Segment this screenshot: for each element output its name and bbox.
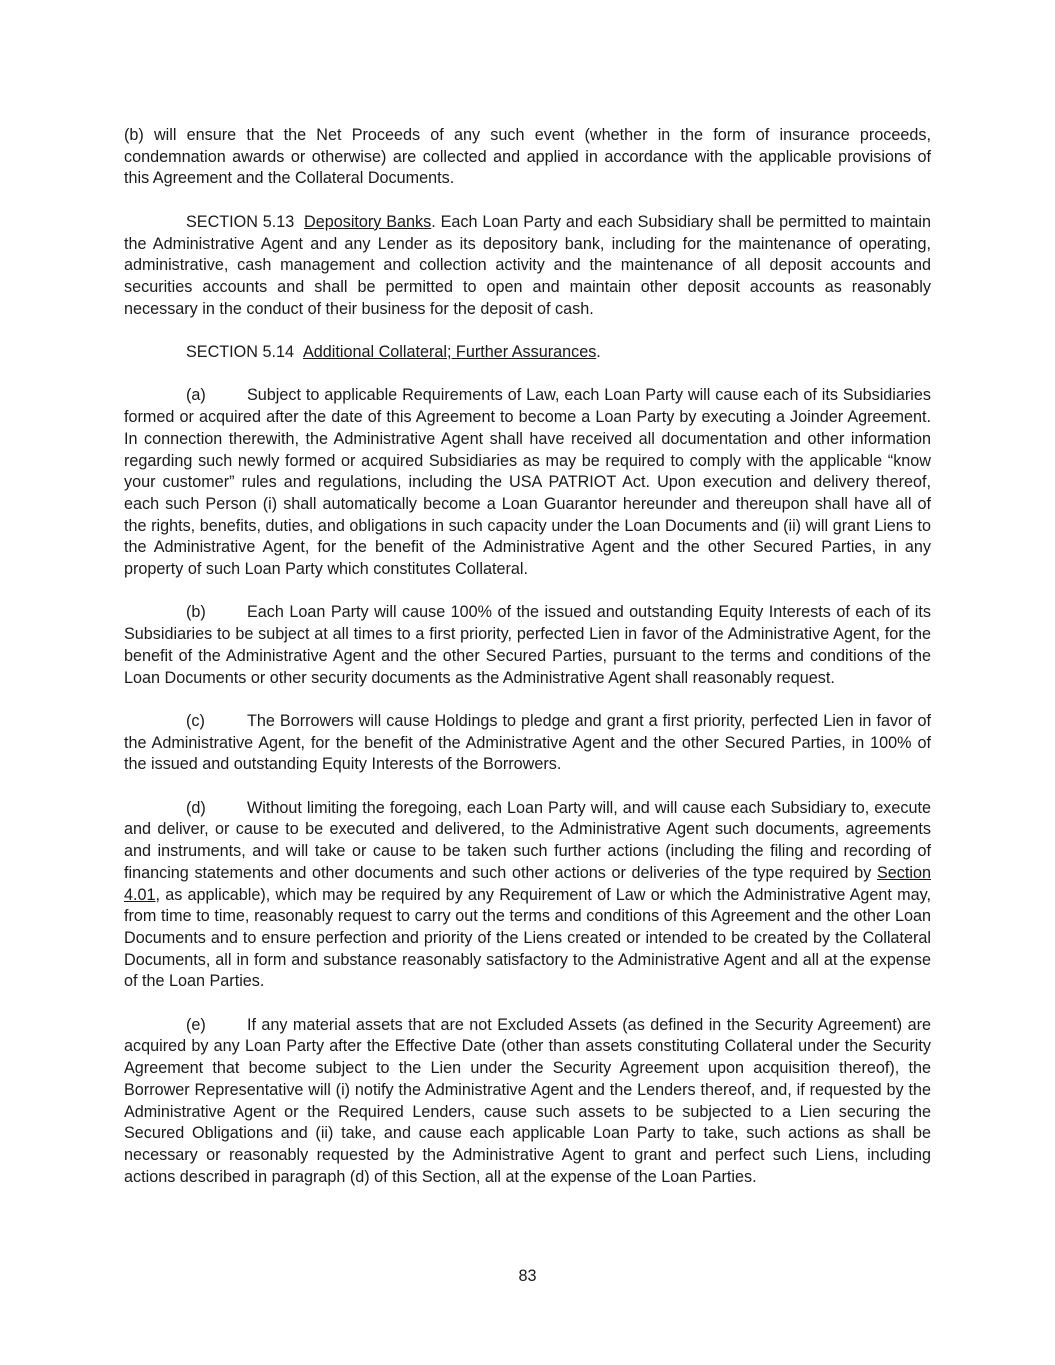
clause-c-label: (c): [186, 711, 205, 730]
section-4-01-link[interactable]: Section 4.01: [124, 863, 931, 904]
clause-d: [124, 798, 931, 993]
clause-e: [124, 1015, 931, 1189]
document-page: [124, 125, 931, 1210]
section-5-13-title: Depository Banks: [304, 212, 432, 231]
section-5-13-number: SECTION 5.13: [186, 212, 295, 231]
page-number: 83: [518, 1267, 537, 1285]
intro-paragraph: (b) will ensure that the Net Proceeds of any such event (whether in the form of insurance proceeds, condemnation awards or otherwise) are collected and applied in accordance with the applicable provisions of this Agreement and the Collateral Documents.: [124, 126, 931, 188]
clause-a-text: Subject to applicable Requirements of Law, each Loan Party will cause each of its Subsidiaries formed or acquired after the date of this Agreement to become a Loan Party by executing a Joinder Agreement. In connection therewith, the Administrative Agent shall have received all documentation and other information regarding such newly formed or acquired Subsidiaries as may be required to comply with the applicable “know your customer” rules and regulations, including the USA PATRIOT Act. Upon execution and delivery thereof, each such Person (i) shall automatically become a Loan Guarantor hereunder and thereupon shall have all of the rights, benefits, duties, and obligations in such capacity under the Loan Documents and (ii) will grant Liens to the Administrative Agent, for the benefit of the Administrative Agent and the other Secured Parties, in any property of such Loan Party which constitutes Collateral.: [124, 386, 931, 579]
clause-e-text: If any material assets that are not Excluded Assets (as defined in the Security Agreement) are acquired by any Loan Party after the Effective Date (other than assets constituting Collateral under the Security Agreement that become subject to the Lien under the Security Agreement upon acquisition thereof), the Borrower Representative will (i) notify the Administrative Agent and the Lenders thereof, and, if requested by the Administrative Agent or the Required Lenders, cause such assets to be subjected to a Lien securing the Secured Obligations and (ii) take, and cause each applicable Loan Party to take, such actions as shall be necessary or reasonably requested by the Administrative Agent to grant and perfect such Liens, including actions described in paragraph (d) of this Section, all at the expense of the Loan Parties.: [124, 1015, 931, 1186]
section-5-14-number: SECTION 5.14: [186, 343, 294, 361]
clause-b-text: Each Loan Party will cause 100% of the issued and outstanding Equity Interests of each of its Subsidiaries to be subject at all times to a first priority, perfected Lien in favor of the Administrative Agent, for the benefit of the Administrative Agent and the other Secured Parties, pursuant to the terms and conditions of the Loan Documents or other security documents as the Administrative Agent shall reasonably request.: [124, 603, 931, 687]
clause-a-label: (a): [186, 386, 206, 405]
clause-d-text-after-link: , as applicable), which may be required by any Requirement of Law or which the Administrative Agent may, from time to time, reasonably request to carry out the terms and conditions of this Agreement and the other Loan Documents and to ensure perfection and priority of the Liens created or intended to be created by the Collateral Documents, all in form and substance reasonably satisfactory to the Administrative Agent and all at the expense of the Loan Parties.: [124, 885, 931, 991]
section-5-14-heading: [124, 342, 931, 364]
clause-e-label: (e): [186, 1015, 206, 1034]
clause-d-text-before-link: Without limiting the foregoing, each Loan Party will, and will cause each Subsidiary to, execute and deliver, or cause to be executed and delivered, to the Administrative Agent such documents, agreements and instruments, and will take or cause to be taken such further actions (including the filing and recording of financing statements and other documents and such other actions or deliveries of the type required by: [124, 798, 931, 882]
section-5-13: [124, 212, 931, 321]
clause-d-label: (d): [186, 798, 206, 817]
clause-c: [124, 711, 931, 776]
section-5-14-title: Additional Collateral; Further Assurances: [302, 343, 597, 361]
section-5-13-body: . Each Loan Party and each Subsidiary shall be permitted to maintain the Administrative Agent and any Lender as its depository bank, including for the maintenance of operating, administrative, cash management and collection activity and the maintenance of all deposit accounts and securities accounts and shall be permitted to open and maintain other deposit accounts as reasonably necessary in the conduct of their business for the deposit of cash.: [124, 212, 931, 318]
clause-b: [124, 602, 931, 689]
section-5-14-title-suffix: .: [596, 343, 601, 361]
clause-c-text: The Borrowers will cause Holdings to pledge and grant a first priority, perfected Lien in favor of the Administrative Agent, for the benefit of the Administrative Agent and the other Secured Parties, in 100% of the issued and outstanding Equity Interests of the Borrowers.: [124, 711, 931, 774]
clause-a: [124, 385, 931, 580]
clause-b-label: (b): [186, 603, 206, 622]
